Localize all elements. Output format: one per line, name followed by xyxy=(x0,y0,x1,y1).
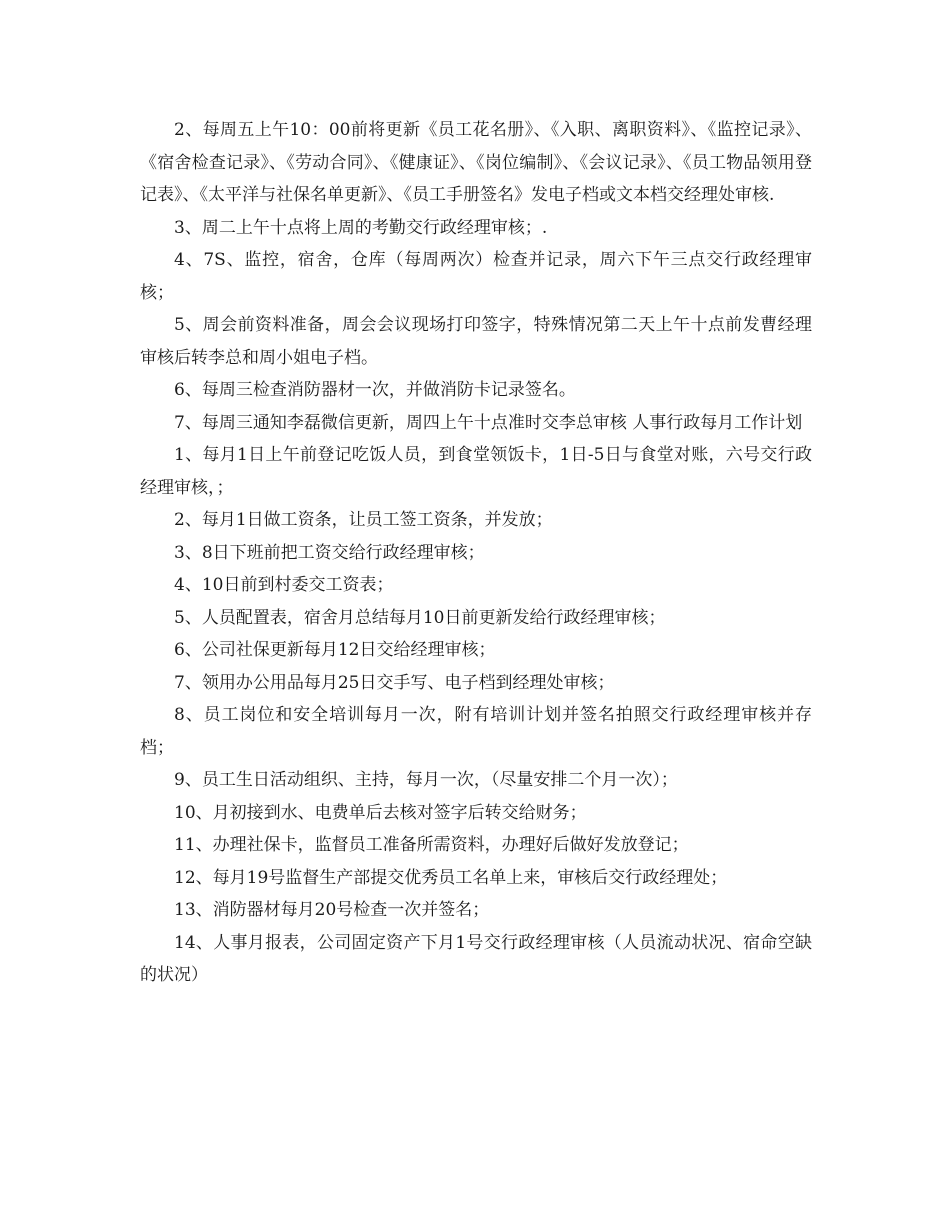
paragraph-weekly-3: 3、周二上午十点将上周的考勤交行政经理审核；. xyxy=(174,217,548,238)
paragraph-weekly-2: 2、每周五上午10：00前将更新《员工花名册》、《入职、离职资料》、《监控记录》、《宿舍检查记录》、《劳动合同》、《健康证》、《岗位编制》、《会议记录》、《员工物品领用登记表》、《太平洋与社保名单更新》、《员工手册签名》发电子档或文本档交经理处审核. xyxy=(140,120,812,205)
paragraph-monthly-9: 9、员工生日活动组织、主持，每月一次，（尽量安排二个月一次）； xyxy=(174,770,678,790)
paragraph-monthly-1: 1、每月1日上午前登记吃饭人员，到食堂领饭卡，1日-5日与食堂对账，六号交行政经理审核，； xyxy=(140,445,812,498)
paragraph-monthly-11: 11、办理社保卡，监督员工准备所需资料，办理好后做好发放登记； xyxy=(174,835,689,855)
paragraph-monthly-6: 6、公司社保更新每月12日交给经理审核； xyxy=(174,640,496,660)
paragraph-weekly-5: 5、周会前资料准备，周会会议现场打印签字，特殊情况第二天上午十点前发曹经理审核后转李总和周小姐电子档。 xyxy=(140,315,812,368)
paragraph-monthly-7: 7、领用办公用品每月25日交手写、电子档到经理处审核； xyxy=(174,672,615,693)
paragraph-monthly-3: 3、8日下班前把工资交给行政经理审核； xyxy=(174,542,485,563)
paragraph-monthly-2: 2、每月1日做工资条，让员工签工资条，并发放； xyxy=(174,510,553,530)
paragraph-monthly-5: 5、人员配置表，宿舍月总结每月10日前更新发给行政经理审核； xyxy=(174,607,666,628)
paragraph-monthly-13: 13、消防器材每月20号检查一次并签名； xyxy=(174,900,490,920)
document-body xyxy=(140,114,812,992)
paragraph-monthly-4: 4、10日前到村委交工资表； xyxy=(174,575,394,595)
paragraph-weekly-4: 4、7S、监控，宿舍，仓库（每周两次）检查并记录，周六下午三点交行政经理审核； xyxy=(140,250,812,303)
paragraph-weekly-7: 7、每周三通知李磊微信更新，周四上午十点准时交李总审核 人事行政每月工作计划 xyxy=(174,412,803,433)
paragraph-monthly-8: 8、员工岗位和安全培训每月一次，附有培训计划并签名拍照交行政经理审核并存档； xyxy=(140,705,812,758)
paragraph-monthly-14: 14、人事月报表，公司固定资产下月1号交行政经理审核（人员流动状况、宿命空缺的状况） xyxy=(140,932,812,985)
paragraph-monthly-12: 12、每月19号监督生产部提交优秀员工名单上来，审核后交行政经理处； xyxy=(174,867,728,888)
paragraph-weekly-6: 6、每周三检查消防器材一次，并做消防卡记录签名。 xyxy=(174,380,576,400)
paragraph-monthly-10: 10、月初接到水、电费单后去核对签字后转交给财务； xyxy=(174,802,587,823)
